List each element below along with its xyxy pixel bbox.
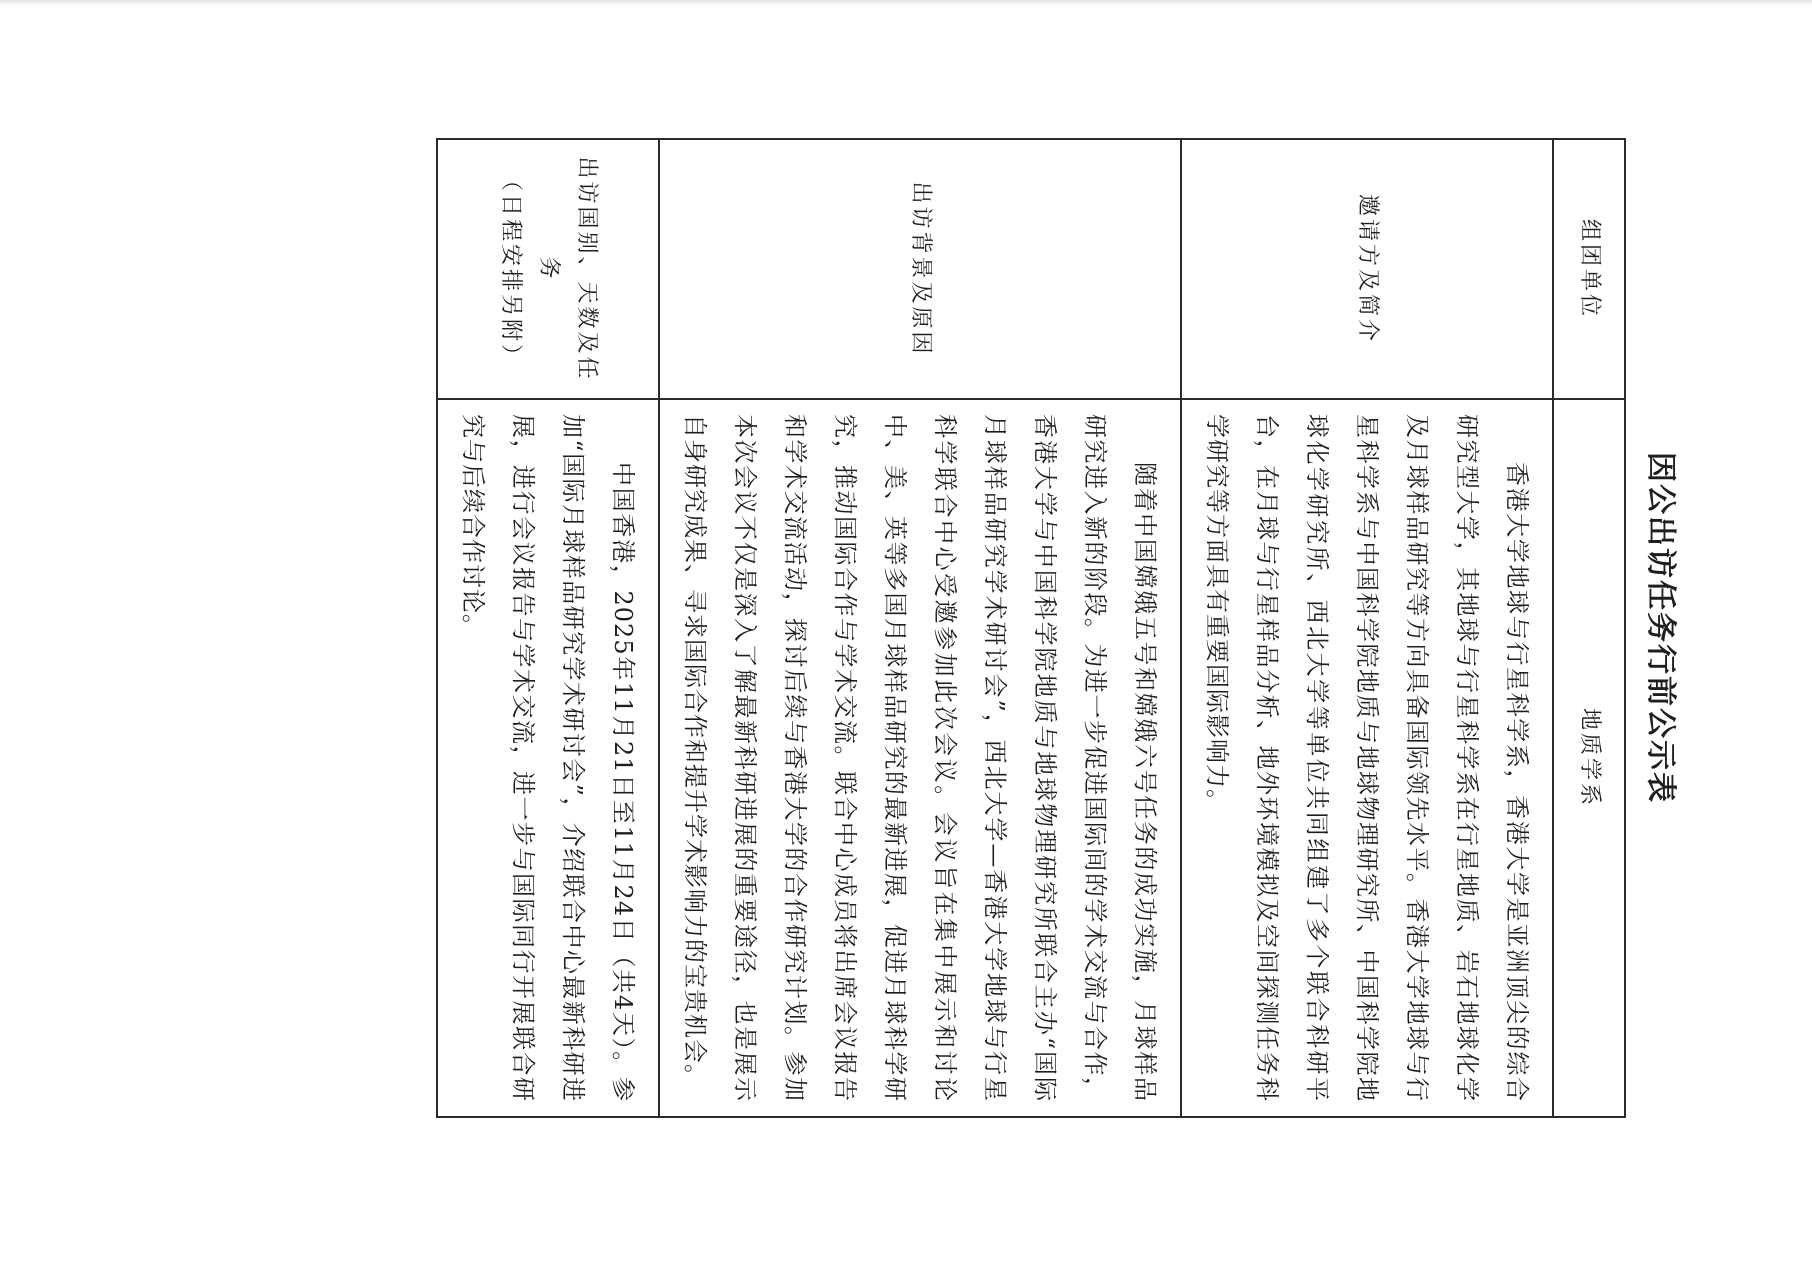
background-paragraph: 随着中国嫦娥五号和嫦娥六号任务的成功实施，月球样品研究进入新的阶段。为进一步促进国际间的学术交流与合作，香港大学与中国科学院地质与地球物理研究所联合主办“国际月球样品研究学术研讨会”，西北大学—香港大学地球与行星科学联合中心受邀参加此次会议。会议旨在集中展示和讨论中、美、英等多国月球样品研究的最新进展，促进月球科学研究，推动国际合作与学术交流。联合中心成员将出席会议报告和学术交流活动，探讨后续与香港大学的合作研究计划。参加本次会议不仅是深入了解最新科研进展的重要途径，也是展示自身研究成果、寻求国际合作和提升学术影响力的宝贵机会。 [681,414,1159,1102]
itinerary-label-text: 出访国别、天数及任务 [536,156,599,382]
row-inviter [1181,139,1553,1117]
inviter-paragraph: 香港大学地球与行星科学系，香港大学是亚洲顶尖的综合研究型大学，其地球与行星科学系在行星地质、岩石地球化学及月球样品研究等方向具备国际领先水平。香港大学地球与行星科学系与中国科学院地质与地球物理研究所、中国科学院地球化学研究所、西北大学等单位共同组建了多个联合科研平台，在月球与行星样品分析、地外环境模拟及空间探测任务科学研究等方面具有重要国际影响力。 [1203,414,1531,1102]
notice-table [436,138,1626,1118]
label-inviter: 邀请方及简介 [1181,139,1553,399]
label-itinerary [437,139,659,399]
document-page [0,138,1678,1118]
label-background: 出访背景及原因 [659,139,1181,399]
itinerary-label-note: （日程安排另附） [498,168,523,369]
value-itinerary [437,399,659,1117]
label-organizing-unit: 组团单位 [1553,139,1625,399]
document-title: 因公出访任务行前公示表 [1643,452,1678,804]
value-background [659,399,1181,1117]
itinerary-paragraph: 中国香港，2025年11月21日至11月24日（共4天）。参加“国际月球样品研究学术研讨会”，介绍联合中心最新科研进展，进行会议报告与学术交流，进一步与国际同行开展联合研究与后续合作讨论。 [459,414,637,1102]
value-organizing-unit: 地质学系 [1553,399,1625,1117]
row-itinerary [437,139,659,1117]
row-organizing-unit [1553,139,1625,1117]
row-background [659,139,1181,1117]
scan-top-edge [0,0,1812,6]
value-inviter [1181,399,1553,1117]
